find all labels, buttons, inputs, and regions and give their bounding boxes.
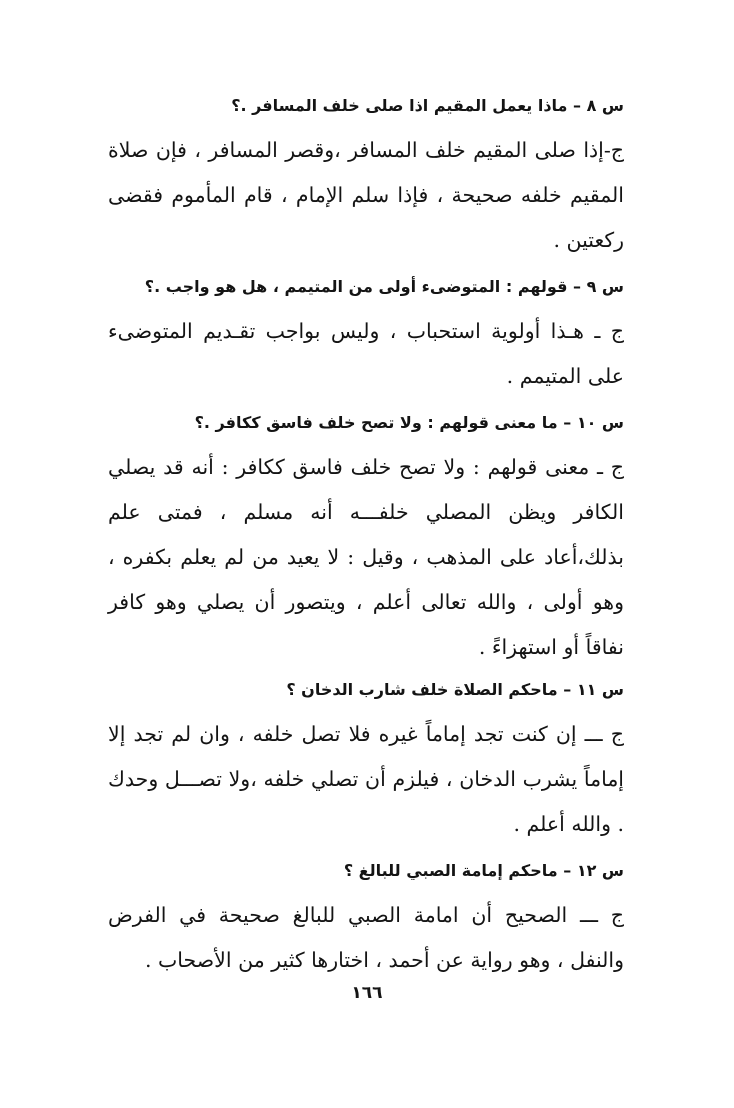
answer-9: ج ـ هـذا أولوية استحباب ، وليس بواجب تقـديم المتوضىء على المتيمم . xyxy=(108,319,624,388)
question-12: س ١٢ – ماحكم إمامة الصبي للبالغ ؟ xyxy=(343,861,624,880)
answer-11: ج ـــ إن كنت تجد إماماً غيره فلا تصل خلفه ، وان لم تجد إلا إماماً يشرب الدخان ، فيلزم أن تصلي خلفه ،ولا تصـــل وحدك . والله أعلم . xyxy=(108,722,624,836)
question-8: س ٨ – ماذا يعمل المقيم اذا صلى خلف المسافر .؟ xyxy=(231,96,624,115)
question-11: س ١١ – ماحكم الصلاة خلف شارب الدخان ؟ xyxy=(286,680,624,699)
page-number: ١٦٦ xyxy=(351,983,383,1003)
question-9: س ٩ – قولهم : المتوضىء أولى من المتيمم ، هل هو واجب .؟ xyxy=(144,277,624,296)
question-10: س ١٠ – ما معنى قولهم : ولا تصح خلف فاسق ككافر .؟ xyxy=(194,413,624,432)
answer-10: ج ـ معنى قولهم : ولا تصح خلف فاسق ككافر : أنه قد يصلي الكافر ويظن المصلي خلفـــه أنه مسلم ، فمتى علم بذلك،أعاد على المذهب ، وقيل : لا يعيد من لم يعلم بكفره ، وهو أولى ، والله تعالى أعلم ، ويتصور أن يصلي وهو كافر نفاقاً أو استهزاءً . xyxy=(108,455,624,659)
answer-8: ج-إذا صلى المقيم خلف المسافر ،وقصر المسافر ، فإن صلاة المقيم خلفه صحيحة ، فإذا سلم الإمام ، قام المأموم فقضى ركعتين . xyxy=(108,138,624,252)
answer-12: ج ـــ الصحيح أن امامة الصبي للبالغ صحيحة في الفرض والنفل ، وهو رواية عن أحمد ، اختارها كثير من الأصحاب . xyxy=(108,903,624,972)
qa-section xyxy=(108,84,624,989)
